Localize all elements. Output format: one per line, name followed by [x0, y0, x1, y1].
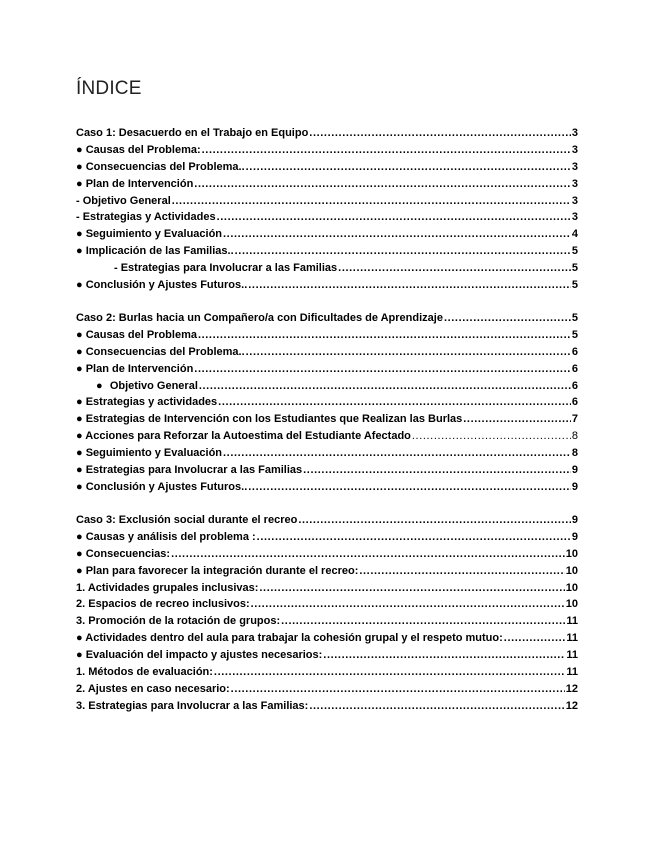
toc-leader-dots: [463, 413, 571, 425]
toc-leader-dots: [223, 228, 571, 240]
toc-leader-dots: [504, 632, 566, 644]
toc-entry-text: ● Seguimiento y Evaluación: [76, 228, 223, 241]
toc-entry-page: 6: [571, 379, 578, 392]
toc-entry[interactable]: [76, 413, 578, 430]
toc-entry[interactable]: [76, 312, 578, 329]
toc-leader-dots: [412, 430, 571, 442]
toc-entry-text: Caso 2: Burlas hacia un Compañero/a con Dificultades de Aprendizaje: [76, 312, 443, 324]
toc-entry-text: ● Acciones para Reforzar la Autoestima del Estudiante Afectado: [76, 430, 411, 443]
toc-leader-dots: [214, 666, 565, 678]
toc-entry-page: 8: [571, 430, 578, 443]
toc-leader-dots: [444, 312, 571, 324]
toc-entry[interactable]: [76, 161, 578, 178]
toc-entry[interactable]: [76, 649, 578, 666]
toc-entry-text: ● Evaluación del impacto y ajustes necesarios:: [76, 649, 323, 662]
toc-entry-page: 9: [571, 464, 578, 477]
toc-entry[interactable]: [76, 178, 578, 195]
toc-entry[interactable]: [76, 632, 578, 649]
toc-leader-dots: [223, 447, 571, 459]
toc-leader-dots: [231, 683, 565, 695]
toc-entry-text: ● Causas del Problema:: [76, 143, 201, 156]
toc-entry-page: 7: [571, 413, 578, 426]
toc-leader-dots: [246, 161, 571, 173]
toc-entry[interactable]: [76, 531, 578, 548]
toc-entry-text: ● Causas del Problema: [76, 328, 197, 341]
toc-entry-page: 9: [571, 480, 578, 493]
toc-entry-text: ● Estrategias de Intervención con los Estudiantes que Realizan las Burlas: [76, 413, 463, 426]
toc-section-case-2: [76, 312, 578, 498]
toc-entry[interactable]: [76, 195, 578, 212]
toc-entry-text: 1. Actividades grupales inclusivas:: [76, 581, 259, 594]
toc-entry[interactable]: [76, 565, 578, 582]
toc-entry-page: 5: [571, 262, 578, 275]
toc-entry[interactable]: [76, 144, 578, 161]
toc-entry-text: ● Consecuencias:: [76, 547, 171, 560]
toc-entry-page: 8: [571, 447, 578, 460]
toc-entry[interactable]: [76, 548, 578, 565]
toc-entry-bullet: ●: [96, 379, 103, 392]
toc-entry[interactable]: [76, 700, 578, 717]
toc-entry[interactable]: [76, 464, 578, 481]
toc-entry-text: 3. Estrategias para Involucrar a las Familias:: [76, 699, 309, 712]
toc-entry-page: 9: [571, 514, 578, 526]
toc-entry-page: 5: [571, 312, 578, 324]
toc-entry-page: 6: [571, 345, 578, 358]
toc-entry-page: 11: [566, 615, 578, 628]
toc-entry-page: 3: [571, 127, 578, 139]
toc-entry[interactable]: [76, 363, 578, 380]
toc-entry[interactable]: [76, 447, 578, 464]
toc-entry-page: 10: [565, 581, 578, 594]
toc-entry[interactable]: [76, 245, 578, 262]
toc-leader-dots: [217, 211, 571, 223]
toc-leader-dots: [194, 363, 571, 375]
toc-entry-text: 1. Métodos de evaluación:: [76, 666, 213, 679]
toc-entry-text: - Estrategias para Involucrar a las Familias: [114, 262, 338, 275]
toc-leader-dots: [218, 396, 571, 408]
toc-entry-page: 4: [571, 228, 578, 241]
toc-leader-dots: [257, 531, 571, 543]
toc-entry[interactable]: [76, 514, 578, 531]
toc-leader-dots: [235, 245, 571, 257]
toc-entry-text: Caso 3: Exclusión social durante el recreo: [76, 514, 298, 526]
toc-leader-dots: [323, 649, 565, 661]
toc-entry-page: 12: [565, 682, 578, 695]
toc-entry-text: 2. Ajustes en caso necesario:: [76, 682, 230, 695]
toc-entry-page: 12: [565, 699, 578, 712]
toc-leader-dots: [298, 514, 571, 526]
toc-entry-text: ● Plan para favorecer la integración durante el recreo:: [76, 564, 359, 577]
toc-entry-text: ● Estrategias y actividades: [76, 396, 218, 409]
toc-leader-dots: [259, 582, 564, 594]
toc-entry-page: 11: [566, 649, 578, 662]
toc-entry-text: ● Seguimiento y Evaluación: [76, 447, 223, 460]
toc-entry-text: - Estrategias y Actividades: [76, 211, 216, 224]
toc-entry-text: ● Plan de Intervención: [76, 177, 194, 190]
toc-entry[interactable]: [76, 598, 578, 615]
toc-entry[interactable]: [76, 481, 578, 498]
toc-entry-text: ● Actividades dentro del aula para trabajar la cohesión grupal y el respeto mutuo:: [76, 632, 503, 645]
toc-entry-text: ● Conclusión y Ajustes Futuros..: [76, 480, 248, 493]
toc-entry[interactable]: [76, 346, 578, 363]
toc-entry-page: 6: [571, 362, 578, 375]
toc-leader-dots: [281, 615, 565, 627]
toc-entry-text: ● Plan de Intervención: [76, 362, 194, 375]
toc-entry[interactable]: [76, 279, 578, 296]
toc-entry-text: Objetivo General: [109, 379, 198, 392]
toc-entry[interactable]: [76, 262, 578, 279]
toc-leader-dots: [359, 565, 564, 577]
toc-entry-page: 3: [571, 177, 578, 190]
toc-entry-text: - Objetivo General: [76, 194, 171, 207]
toc-entry-text: ● Implicación de las Familias..: [76, 245, 234, 258]
toc-leader-dots: [172, 195, 571, 207]
toc-leader-dots: [248, 279, 571, 291]
toc-leader-dots: [246, 346, 571, 358]
toc-entry[interactable]: [76, 380, 578, 397]
toc-entry[interactable]: [76, 582, 578, 599]
toc-entry-page: 6: [571, 396, 578, 409]
toc-entry-page: 10: [565, 564, 578, 577]
index-title: ÍNDICE: [76, 78, 142, 99]
toc-entry-page: 11: [566, 632, 578, 645]
toc-entry-page: 5: [571, 245, 578, 258]
toc-entry-page: 5: [571, 328, 578, 341]
toc-entry-page: 10: [565, 547, 578, 560]
toc-entry-text: ● Causas y análisis del problema :: [76, 530, 256, 543]
toc-entry-page: 3: [571, 194, 578, 207]
toc-leader-dots: [202, 144, 571, 156]
toc-entry-page: 3: [571, 143, 578, 156]
toc-leader-dots: [309, 127, 571, 139]
toc-entry[interactable]: [76, 329, 578, 346]
toc-entry-text: ● Consecuencias del Problema..: [76, 345, 245, 358]
toc-entry[interactable]: [76, 666, 578, 683]
toc-entry-text: ● Conclusión y Ajustes Futuros..: [76, 279, 248, 292]
toc-entry-page: 3: [571, 160, 578, 173]
toc-entry[interactable]: [76, 396, 578, 413]
toc-leader-dots: [309, 700, 564, 712]
toc-entry[interactable]: [76, 211, 578, 228]
toc-entry-text: ● Consecuencias del Problema..: [76, 160, 245, 173]
toc-entry-page: 5: [571, 279, 578, 292]
toc-leader-dots: [251, 598, 565, 610]
toc-entry-text: ● Estrategias para Involucrar a las Familias: [76, 464, 303, 477]
toc-leader-dots: [194, 178, 571, 190]
toc-entry[interactable]: [76, 430, 578, 447]
toc-entry-text: 2. Espacios de recreo inclusivos:: [76, 598, 250, 611]
toc-section-case-1: [76, 127, 578, 296]
toc-entry-page: 10: [565, 598, 578, 611]
toc-entry[interactable]: [76, 683, 578, 700]
toc-entry-page: 11: [566, 666, 578, 679]
toc-entry-text: 3. Promoción de la rotación de grupos:: [76, 615, 281, 628]
toc-leader-dots: [338, 262, 571, 274]
toc-entry-text: Caso 1: Desacuerdo en el Trabajo en Equipo: [76, 127, 309, 139]
toc-leader-dots: [198, 329, 571, 341]
toc-entry[interactable]: [76, 228, 578, 245]
toc-entry[interactable]: [76, 127, 578, 144]
toc-leader-dots: [248, 481, 571, 493]
toc-leader-dots: [171, 548, 565, 560]
toc-leader-dots: [199, 380, 571, 392]
toc-entry-page: 9: [571, 530, 578, 543]
toc-section-case-3: [76, 514, 578, 717]
toc-entry-page: 3: [571, 211, 578, 224]
toc-leader-dots: [303, 464, 571, 476]
toc-entry[interactable]: [76, 615, 578, 632]
